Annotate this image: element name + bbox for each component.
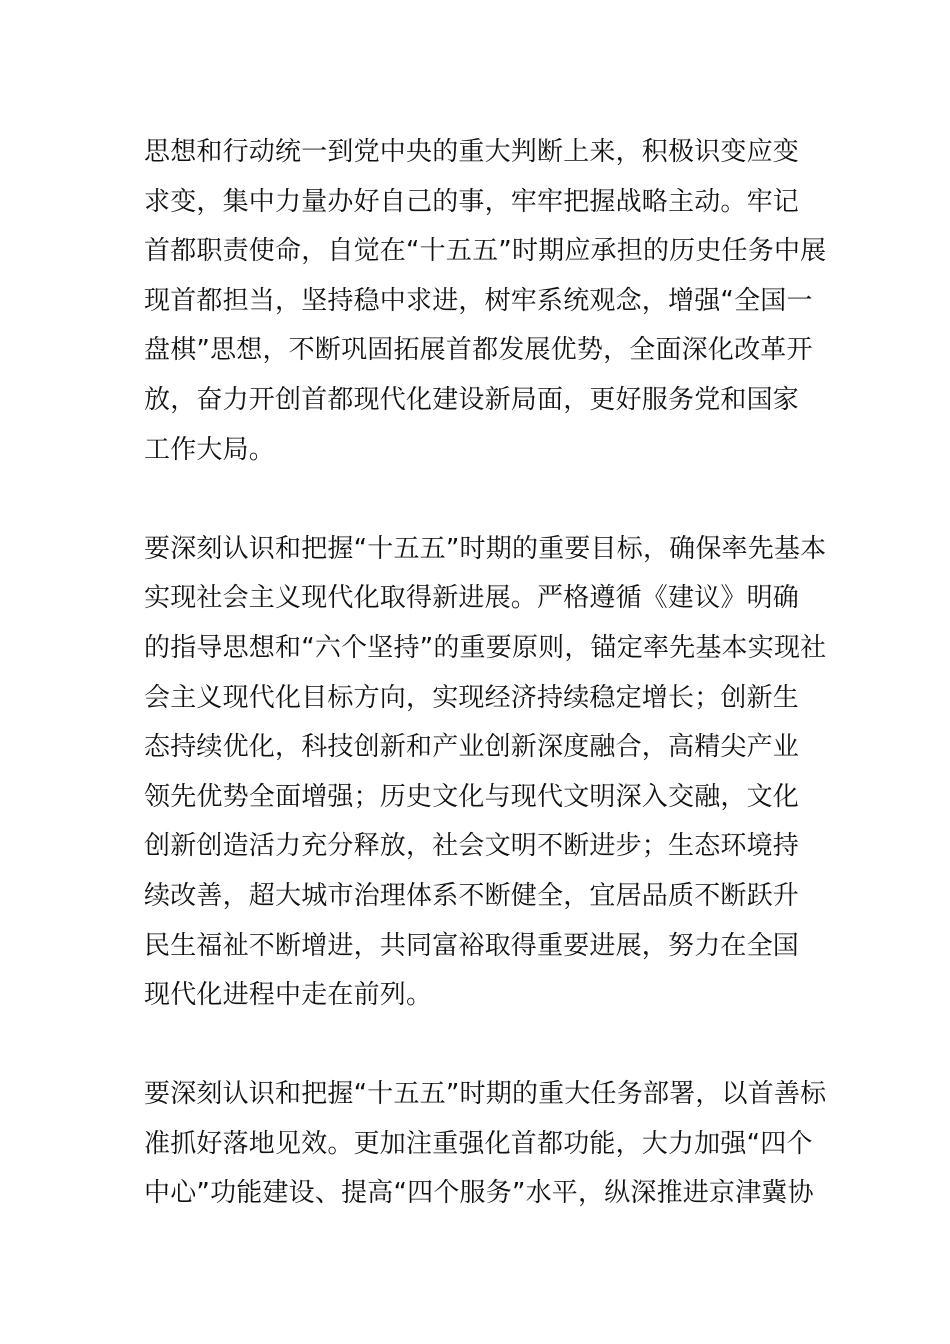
- text-line: 准抓好落地见效。更加注重强化首都功能，大力加强“四个: [144, 1128, 813, 1159]
- text-line: 思想和行动统一到党中央的重大判断上来，积极识变应变: [144, 137, 800, 167]
- paragraph-3: [144, 1070, 827, 1219]
- text-line: 态持续优化，科技创新和产业创新深度融合，高精尖产业: [144, 732, 800, 763]
- text-line: 的指导思想和“六个坚持”的重要原则，锚定率先基本实现社: [144, 632, 827, 663]
- text-line: 中心”功能建设、提高“四个服务”水平，纵深推进京津冀协: [144, 1178, 814, 1209]
- text-line: 创新创造活力充分释放，社会文明不断进步；生态环境持: [144, 831, 800, 862]
- text-line: 实现社会主义现代化取得新进展。严格遵循《建议》明确: [144, 583, 800, 614]
- text-line: 求变，集中力量办好自己的事，牢牢把握战略主动。牢记: [144, 186, 800, 217]
- text-line: 续改善，超大城市治理体系不断健全，宜居品质不断跃升: [144, 880, 800, 911]
- text-line: 放，奋力开创首都现代化建设新局面，更好服务党和国家: [144, 384, 800, 415]
- text-line: 会主义现代化目标方向，实现经济持续稳定增长；创新生: [144, 682, 800, 713]
- text-line: 现代化进程中走在前列。: [144, 980, 433, 1011]
- paragraph-1: [144, 128, 827, 475]
- paragraph-2: [144, 525, 827, 1021]
- text-line: 要深刻认识和把握“十五五”时期的重大任务部署，以首善标: [144, 1079, 827, 1110]
- text-line: 盘棋”思想，不断巩固拓展首都发展优势，全面深化改革开: [144, 335, 813, 366]
- text-line: 要深刻认识和把握“十五五”时期的重要目标，确保率先基本: [144, 533, 827, 564]
- document-body: [144, 128, 827, 1219]
- text-line: 工作大局。: [144, 434, 276, 465]
- text-line: 领先优势全面增强；历史文化与现代文明深入交融，文化: [144, 781, 800, 812]
- text-line: 现首都担当，坚持稳中求进，树牢系统观念，增强“全国一: [144, 285, 813, 316]
- text-line: 民生福祉不断增进，共同富裕取得重要进展，努力在全国: [144, 930, 800, 961]
- text-line: 首都职责使命，自觉在“十五五”时期应承担的历史任务中展: [144, 236, 827, 267]
